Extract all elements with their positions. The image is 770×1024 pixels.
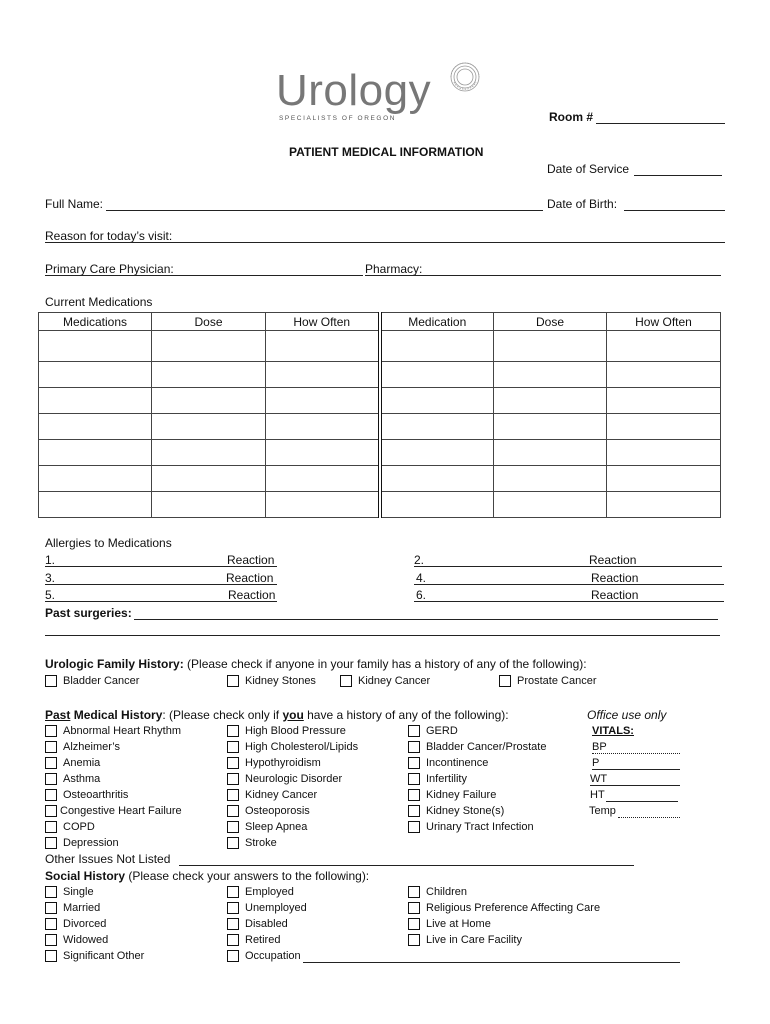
allergy-reaction-label: Reaction: [228, 588, 276, 602]
logo-tagline: SPECIALISTS OF OREGON: [279, 115, 397, 122]
office-use-label: Office use only: [587, 708, 667, 722]
table-cell[interactable]: [380, 466, 494, 492]
logo-wordmark: Urology: [276, 66, 432, 115]
pharmacy-label: Pharmacy:: [365, 262, 423, 276]
page-title: PATIENT MEDICAL INFORMATION: [289, 145, 484, 159]
past-history-you: you: [282, 708, 304, 722]
checkbox-label: Kidney Stones: [245, 675, 316, 687]
dob-label: Date of Birth:: [547, 197, 618, 211]
table-cell[interactable]: [152, 331, 266, 362]
table-cell[interactable]: [607, 466, 721, 492]
checkbox-label: Stroke: [245, 837, 277, 849]
allergy-4-field[interactable]: [414, 584, 724, 585]
table-cell[interactable]: [607, 440, 721, 466]
checkbox-label: Bladder Cancer/Prostate: [426, 741, 547, 753]
checkbox-label: Kidney Cancer: [358, 675, 431, 687]
checkbox-label: Kidney Failure: [426, 789, 497, 801]
checkbox-label: Employed: [245, 886, 294, 898]
table-row: [39, 362, 721, 388]
table-cell[interactable]: [380, 388, 494, 414]
table-cell[interactable]: [494, 414, 607, 440]
checkbox-label: Kidney Cancer: [245, 789, 318, 801]
other-issues-label: Other Issues Not Listed: [45, 852, 171, 866]
checkbox-bladder-cancer[interactable]: [45, 675, 57, 687]
checkbox-label: Disabled: [245, 918, 288, 930]
table-cell[interactable]: [266, 466, 380, 492]
checkbox-label: Osteoporosis: [245, 805, 310, 817]
vital-bp-field[interactable]: [592, 753, 680, 754]
vital-wt-label: WT: [590, 773, 608, 785]
col-how-often-2: How Often: [607, 313, 721, 331]
table-row: [39, 492, 721, 518]
social-history-heading: [45, 869, 369, 883]
checkbox-anemia[interactable]: [45, 757, 57, 769]
pcp-label: Primary Care Physician:: [45, 262, 174, 276]
checkbox-urinary-tract-infection[interactable]: [408, 821, 420, 833]
table-cell[interactable]: [39, 492, 152, 518]
checkbox-abnormal-heart-rhythm[interactable]: [45, 725, 57, 737]
table-cell[interactable]: [494, 440, 607, 466]
family-history-instruction: (Please check if anyone in your family has a history of any of the following):: [187, 657, 587, 671]
room-field[interactable]: [596, 123, 725, 124]
checkbox-children[interactable]: [408, 886, 420, 898]
checkbox-label: Alzheimer’s: [63, 741, 121, 753]
checkbox-copd[interactable]: [45, 821, 57, 833]
table-cell[interactable]: [380, 414, 494, 440]
table-cell[interactable]: [152, 362, 266, 388]
checkbox-label: High Blood Pressure: [245, 725, 346, 737]
past-history-instruction-post: have a history of any of the following):: [303, 708, 509, 722]
allergy-number: 6.: [416, 588, 427, 602]
checkbox-label: Live at Home: [426, 918, 491, 930]
vitals-heading: VITALS:: [592, 725, 634, 737]
allergy-number: 1.: [45, 553, 56, 567]
checkbox-label: Kidney Stone(s): [426, 805, 505, 817]
checkbox-neurologic-disorder[interactable]: [227, 773, 239, 785]
vital-p-label: P: [592, 757, 600, 769]
checkbox-kidney-stones-history[interactable]: [408, 805, 420, 817]
full-name-field[interactable]: [106, 210, 543, 211]
table-cell[interactable]: [152, 492, 266, 518]
checkbox-kidney-cancer-family[interactable]: [340, 675, 352, 687]
vital-temp-label: Temp: [589, 805, 616, 817]
checkbox-divorced[interactable]: [45, 918, 57, 930]
allergy-reaction-label: Reaction: [589, 553, 637, 567]
table-row: [39, 440, 721, 466]
checkbox-unemployed[interactable]: [227, 902, 239, 914]
social-history-instruction: (Please check your answers to the following):: [125, 869, 370, 883]
table-cell[interactable]: [607, 388, 721, 414]
past-surgeries-field[interactable]: [134, 619, 718, 620]
past-history-past: Past: [45, 708, 71, 722]
date-of-service-label: Date of Service: [547, 162, 630, 176]
checkbox-depression[interactable]: [45, 837, 57, 849]
checkbox-label: High Cholesterol/Lipids: [245, 741, 359, 753]
allergy-reaction-label: Reaction: [226, 571, 274, 585]
full-name-label: Full Name:: [45, 197, 104, 211]
allergy-number: 5.: [45, 588, 56, 602]
checkbox-label: Neurologic Disorder: [245, 773, 343, 785]
table-cell[interactable]: [39, 414, 152, 440]
checkbox-label: Hypothyroidism: [245, 757, 321, 769]
allergy-number: 3.: [45, 571, 56, 585]
table-cell[interactable]: [152, 414, 266, 440]
checkbox-kidney-stones[interactable]: [227, 675, 239, 687]
checkbox-kidney-failure[interactable]: [408, 789, 420, 801]
checkbox-congestive-heart-failure[interactable]: [45, 805, 57, 817]
date-of-service-field[interactable]: [634, 175, 722, 176]
table-row: [39, 414, 721, 440]
checkbox-label: Asthma: [63, 773, 101, 785]
checkbox-incontinence[interactable]: [408, 757, 420, 769]
past-history-title: Medical History: [70, 708, 163, 722]
checkbox-bladder-cancer-prostate[interactable]: [408, 741, 420, 753]
checkbox-label: Unemployed: [245, 902, 307, 914]
family-history-title: Urologic Family History:: [45, 657, 184, 671]
medications-header-row: [39, 313, 721, 331]
allergy-3-field[interactable]: [45, 584, 277, 585]
checkbox-label: Divorced: [63, 918, 107, 930]
table-cell[interactable]: [607, 414, 721, 440]
checkbox-label: Live in Care Facility: [426, 934, 522, 946]
allergy-reaction-label: Reaction: [591, 588, 639, 602]
table-cell[interactable]: [494, 388, 607, 414]
vital-bp-label: BP: [592, 741, 607, 753]
checkbox-sleep-apnea[interactable]: [227, 821, 239, 833]
occupation-field[interactable]: [303, 962, 680, 963]
table-cell[interactable]: [494, 331, 607, 362]
table-cell[interactable]: [607, 492, 721, 518]
checkbox-disabled[interactable]: [227, 918, 239, 930]
checkbox-label: Anemia: [63, 757, 101, 769]
table-cell[interactable]: [266, 362, 380, 388]
table-row: [39, 466, 721, 492]
table-row: [39, 331, 721, 362]
table-cell[interactable]: [152, 466, 266, 492]
checkbox-religious-preference[interactable]: [408, 902, 420, 914]
checkbox-label: Religious Preference Affecting Care: [426, 902, 601, 914]
checkbox-label: Infertility: [426, 773, 467, 785]
checkbox-employed[interactable]: [227, 886, 239, 898]
vital-ht-label: HT: [590, 789, 605, 801]
vital-p-field[interactable]: [592, 769, 680, 770]
table-cell[interactable]: [266, 492, 380, 518]
checkbox-gerd[interactable]: [408, 725, 420, 737]
vital-temp-field[interactable]: [618, 817, 680, 818]
checkbox-kidney-cancer[interactable]: [227, 789, 239, 801]
table-cell[interactable]: [380, 362, 494, 388]
checkbox-label: Urinary Tract Infection: [426, 821, 534, 833]
logo-swirl-icon: [448, 60, 482, 94]
social-history-title: Social History: [45, 869, 126, 883]
checkbox-high-cholesterol[interactable]: [227, 741, 239, 753]
checkbox-label: Abnormal Heart Rhythm: [63, 725, 181, 737]
past-history-instruction-pre: : (Please check only if: [162, 708, 283, 722]
family-history-heading: [45, 657, 587, 671]
checkbox-label: Depression: [63, 837, 119, 849]
table-cell[interactable]: [266, 440, 380, 466]
allergy-5-field[interactable]: [45, 601, 277, 602]
table-cell[interactable]: [39, 331, 152, 362]
medications-table: [38, 312, 721, 518]
reason-field[interactable]: [45, 242, 725, 243]
checkbox-occupation[interactable]: [227, 950, 239, 962]
checkbox-label: Children: [426, 886, 467, 898]
table-cell[interactable]: [607, 362, 721, 388]
allergy-2-field[interactable]: [414, 566, 722, 567]
table-cell[interactable]: [380, 331, 494, 362]
checkbox-label: GERD: [426, 725, 458, 737]
checkbox-live-in-care-facility[interactable]: [408, 934, 420, 946]
checkbox-alzheimers[interactable]: [45, 741, 57, 753]
allergy-reaction-label: Reaction: [591, 571, 639, 585]
checkbox-infertility[interactable]: [408, 773, 420, 785]
checkbox-hypothyroidism[interactable]: [227, 757, 239, 769]
table-cell[interactable]: [266, 388, 380, 414]
pcp-field[interactable]: [45, 275, 363, 276]
other-issues-field[interactable]: [179, 865, 634, 866]
table-cell[interactable]: [39, 362, 152, 388]
vital-wt-field[interactable]: [590, 785, 680, 786]
dob-field[interactable]: [624, 210, 725, 211]
table-cell[interactable]: [39, 440, 152, 466]
allergies-label: Allergies to Medications: [45, 536, 172, 550]
checkbox-live-at-home[interactable]: [408, 918, 420, 930]
checkbox-married[interactable]: [45, 902, 57, 914]
table-cell[interactable]: [380, 440, 494, 466]
table-cell[interactable]: [494, 362, 607, 388]
checkbox-significant-other[interactable]: [45, 950, 57, 962]
checkbox-label: Osteoarthritis: [63, 789, 129, 801]
table-cell[interactable]: [494, 466, 607, 492]
allergy-number: 4.: [416, 571, 427, 585]
col-medications: Medications: [39, 313, 152, 331]
allergy-6-field[interactable]: [414, 601, 724, 602]
past-history-heading: [45, 708, 509, 722]
vital-ht-field[interactable]: [606, 801, 678, 802]
checkbox-label: Bladder Cancer: [63, 675, 140, 687]
allergy-1-field[interactable]: [45, 566, 277, 567]
table-cell[interactable]: [152, 440, 266, 466]
table-cell[interactable]: [152, 388, 266, 414]
checkbox-label: Retired: [245, 934, 281, 946]
checkbox-label: Prostate Cancer: [517, 675, 597, 687]
checkbox-asthma[interactable]: [45, 773, 57, 785]
allergy-reaction-label: Reaction: [227, 553, 275, 567]
checkbox-high-blood-pressure[interactable]: [227, 725, 239, 737]
col-how-often: How Often: [266, 313, 380, 331]
reason-label: Reason for today’s visit:: [45, 229, 173, 243]
table-cell[interactable]: [607, 331, 721, 362]
col-dose: Dose: [152, 313, 266, 331]
table-cell[interactable]: [39, 388, 152, 414]
checkbox-osteoporosis[interactable]: [227, 805, 239, 817]
col-medication: Medication: [380, 313, 494, 331]
checkbox-stroke[interactable]: [227, 837, 239, 849]
checkbox-label: Occupation: [245, 950, 301, 962]
past-surgeries-label: Past surgeries:: [45, 606, 132, 620]
checkbox-label: Incontinence: [426, 757, 489, 769]
table-cell[interactable]: [266, 331, 380, 362]
checkbox-retired[interactable]: [227, 934, 239, 946]
table-cell[interactable]: [266, 414, 380, 440]
table-cell[interactable]: [494, 492, 607, 518]
pharmacy-field[interactable]: [365, 275, 721, 276]
table-row: [39, 388, 721, 414]
checkbox-widowed[interactable]: [45, 934, 57, 946]
checkbox-label: Widowed: [63, 934, 109, 946]
logo: [276, 60, 496, 128]
table-cell[interactable]: [39, 466, 152, 492]
checkbox-prostate-cancer[interactable]: [499, 675, 511, 687]
col-dose-2: Dose: [494, 313, 607, 331]
room-label: Room #: [549, 110, 594, 124]
allergy-number: 2.: [414, 553, 425, 567]
checkbox-label: Single: [63, 886, 94, 898]
past-surgeries-field-2[interactable]: [45, 635, 720, 636]
checkbox-label: Sleep Apnea: [245, 821, 308, 833]
current-medications-label: Current Medications: [45, 295, 153, 309]
checkbox-label: Married: [63, 902, 101, 914]
table-cell[interactable]: [380, 492, 494, 518]
checkbox-label: Congestive Heart Failure: [60, 805, 182, 817]
checkbox-osteoarthritis[interactable]: [45, 789, 57, 801]
checkbox-single[interactable]: [45, 886, 57, 898]
checkbox-label: COPD: [63, 821, 95, 833]
checkbox-label: Significant Other: [63, 950, 145, 962]
